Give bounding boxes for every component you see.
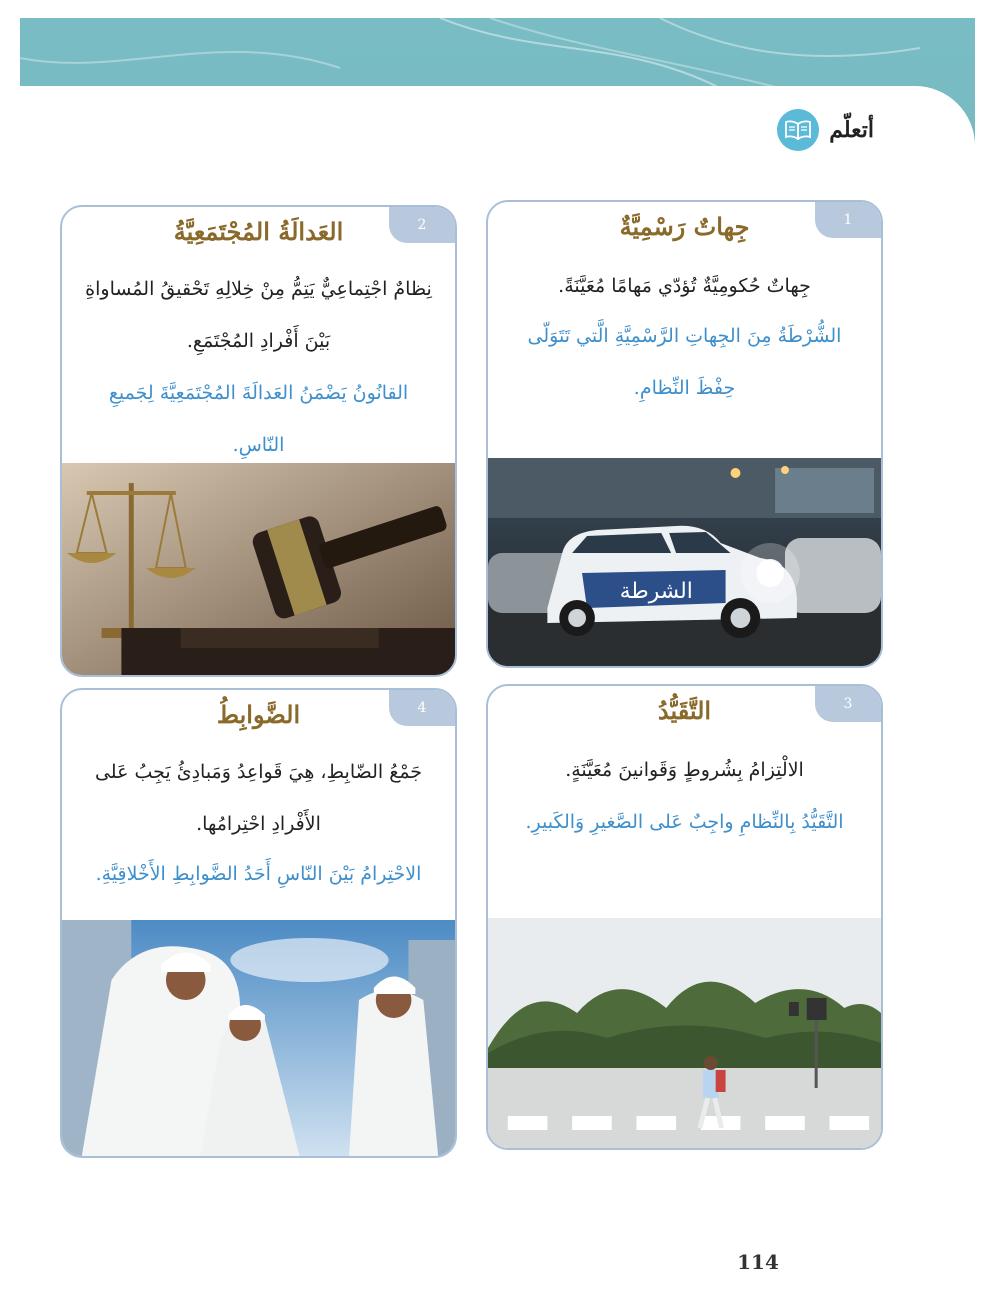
card-title: العَدالَةُ المُجْتَمَعِيَّةُ	[173, 217, 344, 246]
card-example: القانُونُ يَضْمَنُ العَدالَةَ المُجْتَمَعِيَّةَ لِجَميعِ النّاسِ.	[108, 382, 409, 456]
card-definition: جِهاتٌ حُكومِيَّةٌ تُؤدّي مَهامًا مُعَيَّنَةً.	[558, 275, 811, 297]
card-title: الضَّوابِطُ	[216, 700, 301, 729]
svg-text:الشرطة: الشرطة	[619, 578, 693, 605]
card-definition: نِظامٌ اجْتِماعِيٌّ يَتِمُّ مِنْ خِلالِهِ تَحْقيقُ المُساواةِ بَيْنَ أَفْرادِ المُجْتَمَعِ.	[85, 278, 432, 352]
card-definition: جَمْعُ الضّابِطِ، هِيَ قَواعِدُ وَمَبادِئُ يَجِبُ عَلى الأَفْرادِ احْتِرامُها.	[94, 761, 423, 835]
open-book-icon	[777, 109, 819, 151]
card-social-justice	[60, 205, 457, 677]
section-header	[777, 108, 874, 152]
card-number-badge: 1	[815, 202, 881, 238]
card-official-bodies	[486, 200, 883, 668]
section-title: أتعلّم	[829, 117, 874, 143]
page-footer-strip	[20, 1246, 975, 1280]
crosswalk-child-photo	[488, 918, 881, 1148]
card-number-badge: 3	[815, 686, 881, 722]
gavel-and-scales-photo	[62, 463, 455, 675]
card-compliance	[486, 684, 883, 1150]
card-number-badge: 4	[389, 690, 455, 726]
card-regulations	[60, 688, 457, 1158]
card-number-badge: 2	[389, 207, 455, 243]
card-definition: الالْتِزامُ بِشُروطٍ وَقَوانينَ مُعَيَّنَةٍ.	[565, 759, 804, 781]
card-example: التَّقَيُّدُ بِالنِّظامِ واجِبٌ عَلى الصَّغيرِ وَالكَبيرِ.	[525, 811, 844, 833]
police-car-photo	[488, 458, 881, 666]
card-example: الشُّرْطَةُ مِنَ الجِهاتِ الرَّسْمِيَّةِ الَّتي تَتَوَلّى حِفْظَ النِّظامِ.	[527, 325, 842, 399]
page-number: 114	[737, 1250, 779, 1274]
card-title: جِهاتٌ رَسْمِيَّةٌ	[619, 212, 750, 241]
card-example: الاحْتِرامُ بَيْنَ النّاسِ أَحَدُ الضَّوابِطِ الأَخْلاقِيَّةِ.	[95, 863, 422, 885]
three-men-photo	[62, 920, 455, 1156]
card-title: التَّقَيُّدُ	[657, 696, 712, 725]
